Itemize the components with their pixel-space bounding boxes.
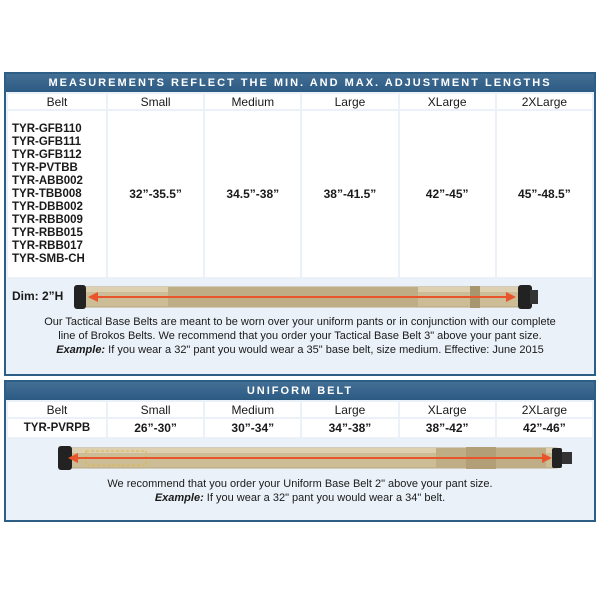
col-header-large: Large <box>302 94 397 109</box>
uniform-belt-image <box>46 442 586 474</box>
col-header-small: Small <box>108 402 203 417</box>
tactical-belt-illustration-row <box>6 279 594 315</box>
col-header-large: Large <box>302 402 397 417</box>
tactical-note <box>6 315 594 357</box>
example-label: Example: <box>154 492 204 504</box>
example-line <box>6 491 594 505</box>
example-line <box>6 343 594 357</box>
size-xlarge-range: 38”-42” <box>400 419 495 437</box>
model-code: TYR-GFB111 <box>12 135 82 148</box>
tactical-base-belt-panel <box>4 72 596 376</box>
col-header-belt: Belt <box>8 94 106 109</box>
measurements-banner: MEASUREMENTS REFLECT THE MIN. AND MAX. ADJUSTMENT LENGTHS <box>6 74 594 92</box>
model-code: TYR-PVRPB <box>8 419 106 437</box>
model-list <box>8 111 106 277</box>
table-row <box>8 419 592 437</box>
col-header-2xlarge: 2XLarge <box>497 94 592 109</box>
col-header-xlarge: XLarge <box>400 402 495 417</box>
col-header-medium: Medium <box>205 94 300 109</box>
size-medium-range: 34.5”-38” <box>205 111 300 277</box>
size-xlarge-range: 42”-45” <box>400 111 495 277</box>
model-code: TYR-GFB112 <box>12 148 82 161</box>
col-header-medium: Medium <box>205 402 300 417</box>
uniform-belt-banner: UNIFORM BELT <box>6 382 594 400</box>
model-code: TYR-SMB-CH <box>12 252 85 265</box>
model-code: TYR-GFB110 <box>12 122 82 135</box>
size-small-range: 32”-35.5” <box>108 111 203 277</box>
note-line: We recommend that you order your Uniform Base Belt 2" above your pant size. <box>107 478 493 490</box>
table-header-row <box>8 94 592 109</box>
size-large-range: 34”-38” <box>302 419 397 437</box>
example-text: If you wear a 32" pant you would wear a 35" base belt, size medium. Effective: June 2015 <box>105 344 544 356</box>
size-small-range: 26”-30” <box>108 419 203 437</box>
size-2xlarge-range: 42”-46” <box>497 419 592 437</box>
model-code: TYR-DBB002 <box>12 200 83 213</box>
uniform-note <box>6 477 594 505</box>
tactical-size-table <box>6 92 594 279</box>
size-2xlarge-range: 45”-48.5” <box>497 111 592 277</box>
uniform-belt-panel <box>4 380 596 522</box>
model-code: TYR-RBB015 <box>12 226 83 239</box>
col-header-belt: Belt <box>8 402 106 417</box>
col-header-xlarge: XLarge <box>400 94 495 109</box>
uniform-size-table <box>6 400 594 439</box>
uniform-belt-illustration-row <box>6 439 594 477</box>
table-header-row <box>8 402 592 417</box>
col-header-2xlarge: 2XLarge <box>497 402 592 417</box>
example-label: Example: <box>56 344 106 356</box>
note-line: line of Brokos Belts. We recommend that you order your Tactical Base Belt 3" above your pant size. <box>58 330 542 342</box>
size-medium-range: 30”-34” <box>205 419 300 437</box>
model-code: TYR-ABB002 <box>12 174 83 187</box>
size-large-range: 38”-41.5” <box>302 111 397 277</box>
table-row <box>8 111 592 277</box>
tactical-belt-image <box>72 281 562 313</box>
model-code: TYR-TBB008 <box>12 187 82 200</box>
model-code: TYR-PVTBB <box>12 161 78 174</box>
example-text: If you wear a 32" pant you would wear a 34" belt. <box>203 492 446 504</box>
model-code: TYR-RBB017 <box>12 239 83 252</box>
model-code: TYR-RBB009 <box>12 213 83 226</box>
col-header-small: Small <box>108 94 203 109</box>
note-line: Our Tactical Base Belts are meant to be worn over your uniform pants or in conjunction with our complete <box>44 316 556 328</box>
dimension-label: Dim: 2”H <box>12 289 64 303</box>
